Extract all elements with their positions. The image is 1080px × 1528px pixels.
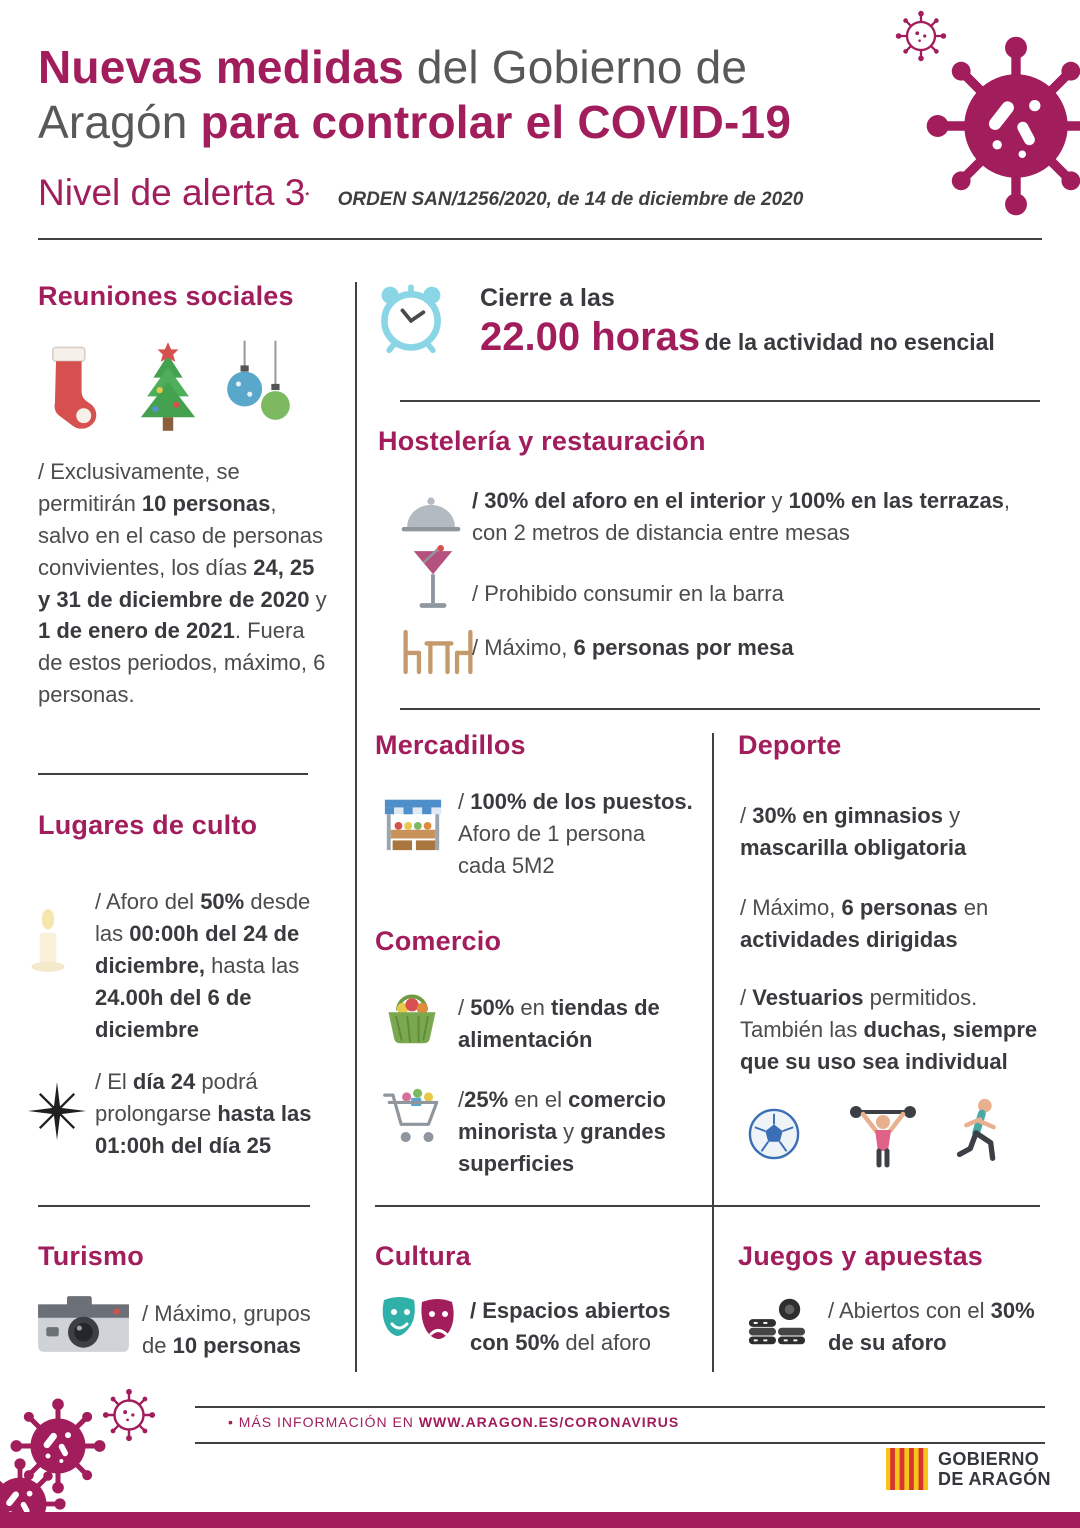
title-part-2: del Gobierno de — [403, 41, 748, 93]
hosteleria-item-2: / Prohibido consumir en la barra — [472, 581, 784, 606]
weightlifter-icon — [846, 1094, 920, 1168]
alert-level-row — [38, 172, 998, 214]
runner-icon — [948, 1096, 1010, 1168]
section-title-turismo: Turismo — [38, 1241, 144, 1271]
comercio-item-1: / 50% en tiendas de alimentación — [458, 995, 660, 1052]
section-title-social: Reuniones sociales — [38, 281, 294, 311]
baubles-icon — [222, 340, 296, 436]
closure-intro: Cierre a las — [480, 284, 615, 312]
mercadillos-item-1: / 100% de los puestos. Aforo de 1 persona cada 5M2 — [458, 789, 693, 878]
logo-line-2: DE ARAGÓN — [938, 1469, 1051, 1489]
deporte-item-2: / Máximo, 6 personas en actividades dirigidas — [740, 895, 989, 952]
camera-icon — [36, 1294, 131, 1356]
juegos-item-1: / Abiertos con el 30% de su aforo — [828, 1298, 1035, 1355]
stocking-icon — [40, 344, 104, 434]
section-title-cultura: Cultura — [375, 1241, 471, 1271]
alert-asterisk: * — [305, 190, 310, 202]
closure-rest: de la actividad no esencial — [704, 329, 995, 355]
header-divider — [38, 238, 1042, 240]
alarm-clock-icon — [374, 281, 448, 355]
culto-item-1: / Aforo del 50% desde las 00:00h del 24 de diciembre, hasta las 24.00h del 6 de diciembre — [95, 889, 311, 1042]
footer-divider-top — [195, 1406, 1045, 1408]
footer-info-prefix: MÁS INFORMACIÓN EN — [238, 1414, 419, 1430]
social-divider — [38, 773, 308, 775]
closure-divider — [400, 400, 1040, 402]
section-title-juegos: Juegos y apuestas — [738, 1241, 984, 1271]
footer-info-url[interactable]: WWW.ARAGON.ES/CORONAVIRUS — [418, 1414, 680, 1430]
section-title-mercadillos: Mercadillos — [375, 730, 526, 760]
section-title-deporte: Deporte — [738, 730, 842, 760]
culto-item-2: / El día 24 podrá prolongarse hasta las 01:00h del día 25 — [95, 1069, 312, 1158]
title-part-3: Aragón — [38, 96, 201, 149]
cultura-item-1: / Espacios abiertos con 50% del aforo — [470, 1298, 671, 1355]
virus-icon — [922, 32, 1080, 220]
hosteleria-divider — [400, 708, 1040, 710]
aragon-crest-logo — [886, 1448, 928, 1490]
closure-banner — [480, 284, 995, 360]
grocery-basket-icon — [381, 986, 443, 1048]
section-title-comercio: Comercio — [375, 926, 502, 956]
hosteleria-item-1: / 30% del aforo en el interior y 100% en las terrazas, con 2 metros de distancia entre mesas — [472, 488, 1011, 545]
title-part-1: Nuevas medidas — [38, 41, 404, 93]
comercio-item-2: /25% en el comercio minorista y grandes superficies — [458, 1087, 666, 1176]
candle-icon — [24, 908, 72, 974]
bottom-row-divider-right — [375, 1205, 1040, 1207]
hosteleria-item-3: / Máximo, 6 personas por mesa — [472, 635, 794, 660]
page-title — [38, 40, 898, 150]
logo-line-1: GOBIERNO — [938, 1448, 1040, 1469]
column-divider-right — [712, 733, 714, 1372]
christmas-tree-icon — [128, 340, 208, 436]
alert-level-label: Nivel de alerta 3 — [38, 172, 306, 213]
market-stall-icon — [381, 790, 445, 854]
turismo-item-1: / Máximo, grupos de 10 personas — [142, 1301, 311, 1358]
bottom-row-divider-left — [38, 1205, 310, 1207]
bottom-accent-bar — [0, 1512, 1080, 1528]
cloche-icon — [398, 490, 464, 538]
social-text: / Exclusivamente, se permitirán 10 personas, salvo en el caso de personas convivientes, los días 24, 25 y 31 de diciembre de 2020 y 1 de enero de 2021. Fuera de estos periodos, máximo, 6 personas. — [38, 459, 327, 708]
title-part-4: para controlar el COVID-19 — [200, 96, 792, 149]
football-icon — [748, 1108, 800, 1160]
table-chairs-icon — [398, 626, 478, 678]
footer-info-line — [228, 1414, 679, 1430]
deporte-item-3: / Vestuarios permitidos. También las duchas, siempre que su uso sea individual — [740, 985, 1038, 1074]
deporte-item-1: / 30% en gimnasios y mascarilla obligatoria — [740, 803, 967, 860]
shopping-cart-icon — [381, 1086, 445, 1148]
virus-outline-icon — [100, 1386, 158, 1444]
sparkle-star-icon — [28, 1082, 86, 1140]
casino-chips-icon — [745, 1292, 807, 1350]
footer-divider-bottom — [195, 1442, 1045, 1444]
column-divider-left — [355, 282, 357, 1372]
theater-masks-icon — [378, 1294, 458, 1352]
section-title-hosteleria: Hostelería y restauración — [378, 426, 706, 456]
footer-bullet: • — [228, 1414, 234, 1430]
closure-time: 22.00 horas — [480, 315, 701, 359]
gobierno-aragon-logo — [886, 1448, 1051, 1490]
section-title-culto: Lugares de culto — [38, 810, 258, 840]
order-reference: ORDEN SAN/1256/2020, de 14 de diciembre de 2020 — [337, 189, 804, 210]
cocktail-icon — [408, 545, 458, 615]
